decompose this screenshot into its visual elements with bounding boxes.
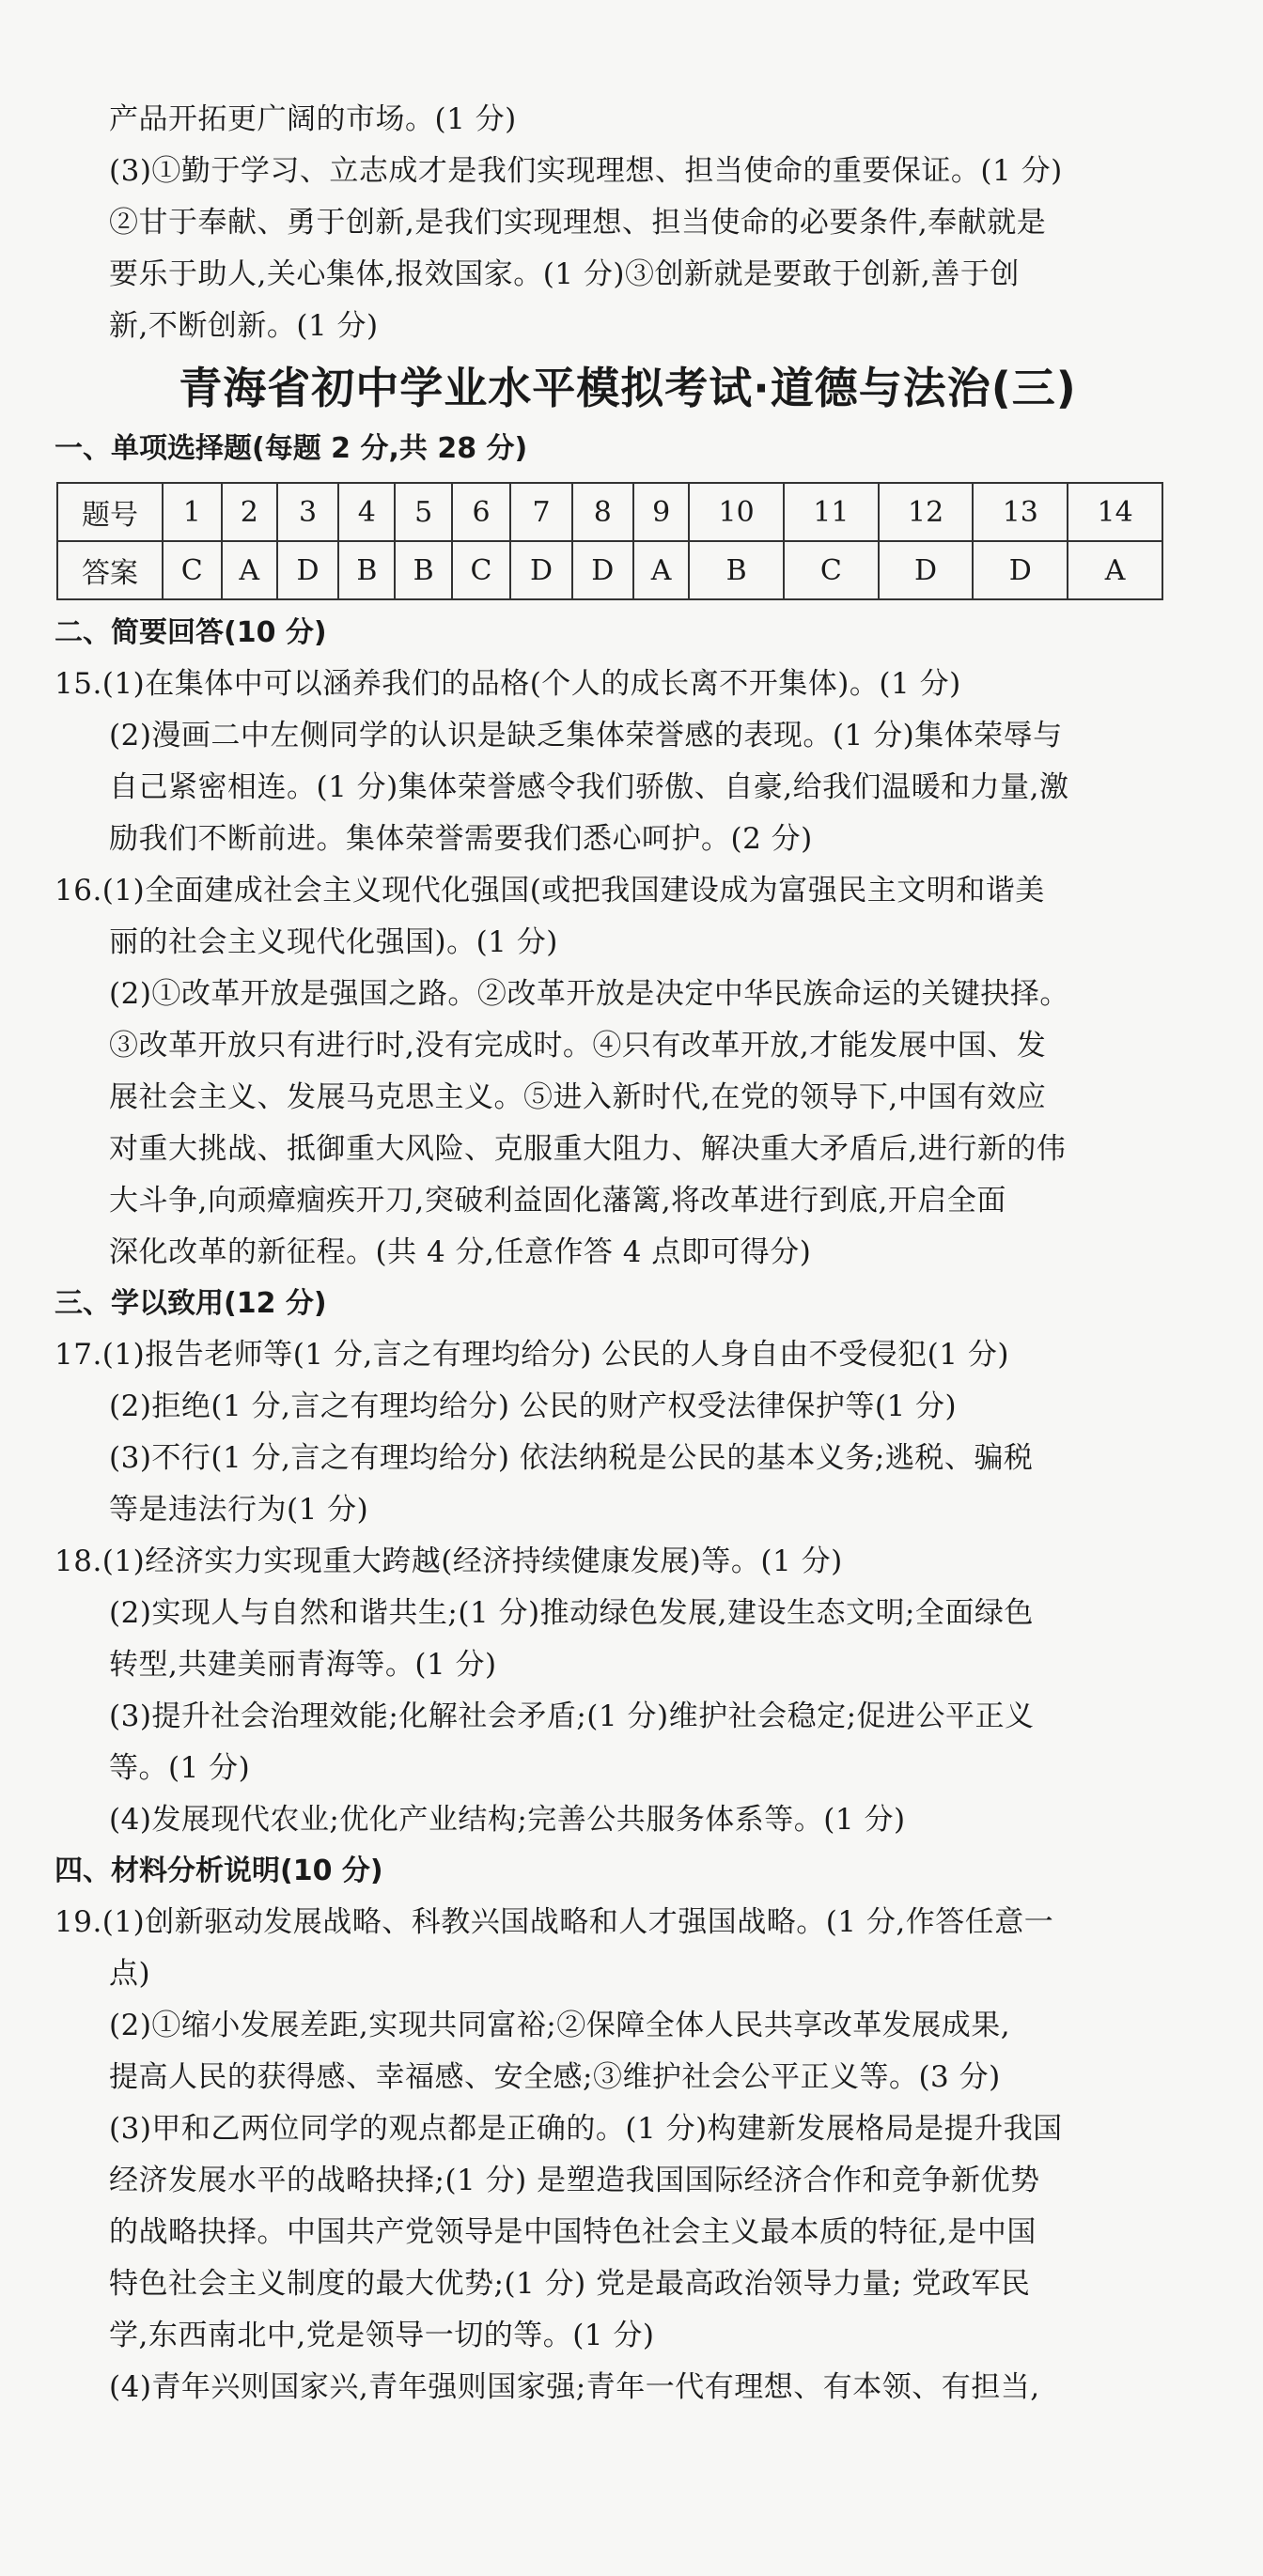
answer-line: (4)发展现代农业;优化产业结构;完善公共服务体系等。(1 分) <box>109 1803 906 1837</box>
answer-line: 学,东西南北中,党是领导一切的等。(1 分) <box>109 2319 655 2352</box>
question-number: 11 <box>784 483 879 541</box>
section-body-material-analysis <box>55 1897 1163 2413</box>
text-line: ②甘于奉献、勇于创新,是我们实现理想、担当使命的必要条件,奉献就是 <box>109 206 1047 240</box>
question-number: 14 <box>1068 483 1162 541</box>
answer-line: ③改革开放只有进行时,没有完成时。④只有改革开放,才能发展中国、发 <box>109 1029 1047 1063</box>
answer-line: 转型,共建美丽青海等。(1 分) <box>109 1648 497 1682</box>
section-title-application: 三、学以致用(12 分) <box>55 1287 327 1320</box>
question-number: 2 <box>222 483 277 541</box>
question-number: 10 <box>689 483 784 541</box>
answer-line: 经济发展水平的战略抉择;(1 分) 是塑造我国国际经济合作和竞争新优势 <box>109 2164 1040 2197</box>
question-number: 4 <box>338 483 395 541</box>
answer-line: 展社会主义、发展马克思主义。⑤进入新时代,在党的领导下,中国有效应 <box>109 1080 1047 1114</box>
answer-cell: D <box>572 541 633 599</box>
answer-cell: D <box>277 541 338 599</box>
question-number: 6 <box>452 483 511 541</box>
question-number: 3 <box>277 483 338 541</box>
answer-line: 深化改革的新征程。(共 4 分,任意作答 4 点即可得分) <box>109 1235 812 1269</box>
answer-line: (3)提升社会治理效能;化解社会矛盾;(1 分)维护社会稳定;促进公平正义 <box>109 1699 1035 1733</box>
section-body-short-answer <box>55 659 1163 1279</box>
question-number: 13 <box>973 483 1068 541</box>
row-label-number: 题号 <box>57 483 163 541</box>
question-number: 8 <box>572 483 633 541</box>
answer-line: (2)拒绝(1 分,言之有理均给分) 公民的财产权受法律保护等(1 分) <box>109 1389 958 1423</box>
answer-cell: B <box>338 541 395 599</box>
answer-line: 大斗争,向顽瘴痼疾开刀,突破利益固化藩篱,将改革进行到底,开启全面 <box>109 1184 1006 1218</box>
question-line: 18.(1)经济实力实现重大跨越(经济持续健康发展)等。(1 分) <box>55 1544 843 1578</box>
answer-cell: A <box>222 541 277 599</box>
answer-cell: D <box>879 541 974 599</box>
answer-line: (3)不行(1 分,言之有理均给分) 依法纳税是公民的基本义务;逃税、骗税 <box>109 1441 1034 1475</box>
section-body-application <box>55 1329 1163 1846</box>
row-label-answer: 答案 <box>57 541 163 599</box>
answer-cell: C <box>163 541 222 599</box>
answer-line: 等是违法行为(1 分) <box>109 1493 369 1527</box>
answer-line: 的战略抉择。中国共产党领导是中国特色社会主义最本质的特征,是中国 <box>109 2215 1037 2249</box>
answer-cell: D <box>510 541 571 599</box>
answer-line: 丽的社会主义现代化强国)。(1 分) <box>109 925 558 959</box>
answer-line: (4)青年兴则国家兴,青年强则国家强;青年一代有理想、有本领、有担当, <box>109 2370 1040 2404</box>
answer-line: (3)甲和乙两位同学的观点都是正确的。(1 分)构建新发展格局是提升我国 <box>109 2112 1063 2146</box>
answer-cell: B <box>395 541 451 599</box>
answer-line: 点) <box>109 1957 151 1991</box>
answer-line: (2)①改革开放是强国之路。②改革开放是决定中华民族命运的关键抉择。 <box>109 977 1069 1011</box>
question-line: 17.(1)报告老师等(1 分,言之有理均给分) 公民的人身自由不受侵犯(1 分) <box>55 1338 1009 1372</box>
section-title-choice: 一、单项选择题(每题 2 分,共 28 分) <box>55 432 528 465</box>
question-line: 16.(1)全面建成社会主义现代化强国(或把我国建设成为富强民主文明和谐美 <box>55 874 1045 908</box>
answer-row <box>57 541 1162 599</box>
answer-line: 励我们不断前进。集体荣誉需要我们悉心呵护。(2 分) <box>109 822 813 856</box>
question-number: 1 <box>163 483 222 541</box>
answer-line: 对重大挑战、抵御重大风险、克服重大阻力、解决重大矛盾后,进行新的伟 <box>109 1132 1067 1166</box>
question-number: 12 <box>879 483 974 541</box>
answer-cell: C <box>452 541 511 599</box>
answer-line: (2)实现人与自然和谐共生;(1 分)推动绿色发展,建设生态文明;全面绿色 <box>109 1596 1034 1630</box>
text-line: 新,不断创新。(1 分) <box>109 309 379 343</box>
exam-title: 青海省初中学业水平模拟考试·道德与法治(三) <box>179 363 1077 413</box>
question-number: 9 <box>633 483 689 541</box>
answer-cell: A <box>1068 541 1162 599</box>
answer-cell: C <box>784 541 879 599</box>
answer-line: 等。(1 分) <box>109 1751 251 1785</box>
answer-line: 特色社会主义制度的最大优势;(1 分) 党是最高政治领导力量; 党政军民 <box>109 2267 1031 2301</box>
answer-line: 提高人民的获得感、幸福感、安全感;③维护社会公平正义等。(3 分) <box>109 2060 1001 2094</box>
section-title-material-analysis: 四、材料分析说明(10 分) <box>55 1854 383 1887</box>
answer-line: 自己紧密相连。(1 分)集体荣誉感令我们骄傲、自豪,给我们温暖和力量,激 <box>109 770 1069 804</box>
question-number: 5 <box>395 483 451 541</box>
answer-cell: A <box>633 541 689 599</box>
answer-cell: B <box>689 541 784 599</box>
text-line: 产品开拓更广阔的市场。(1 分) <box>109 102 517 136</box>
answer-table <box>56 482 1163 600</box>
question-number: 7 <box>510 483 571 541</box>
text-line: 要乐于助人,关心集体,报效国家。(1 分)③创新就是要敢于创新,善于创 <box>109 257 1020 291</box>
question-line: 15.(1)在集体中可以涵养我们的品格(个人的成长离不开集体)。(1 分) <box>55 667 961 701</box>
answer-cell: D <box>973 541 1068 599</box>
text-line: (3)①勤于学习、立志成才是我们实现理想、担当使命的重要保证。(1 分) <box>109 154 1063 188</box>
answer-line: (2)漫画二中左侧同学的认识是缺乏集体荣誉感的表现。(1 分)集体荣辱与 <box>109 719 1063 753</box>
section-title-short-answer: 二、简要回答(10 分) <box>55 616 327 649</box>
question-number-row <box>57 483 1162 541</box>
question-line: 19.(1)创新驱动发展战略、科教兴国战略和人才强国战略。(1 分,作答任意一 <box>55 1905 1054 1939</box>
intro-block <box>55 94 1163 352</box>
answer-line: (2)①缩小发展差距,实现共同富裕;②保障全体人民共享改革发展成果, <box>109 2009 1011 2042</box>
